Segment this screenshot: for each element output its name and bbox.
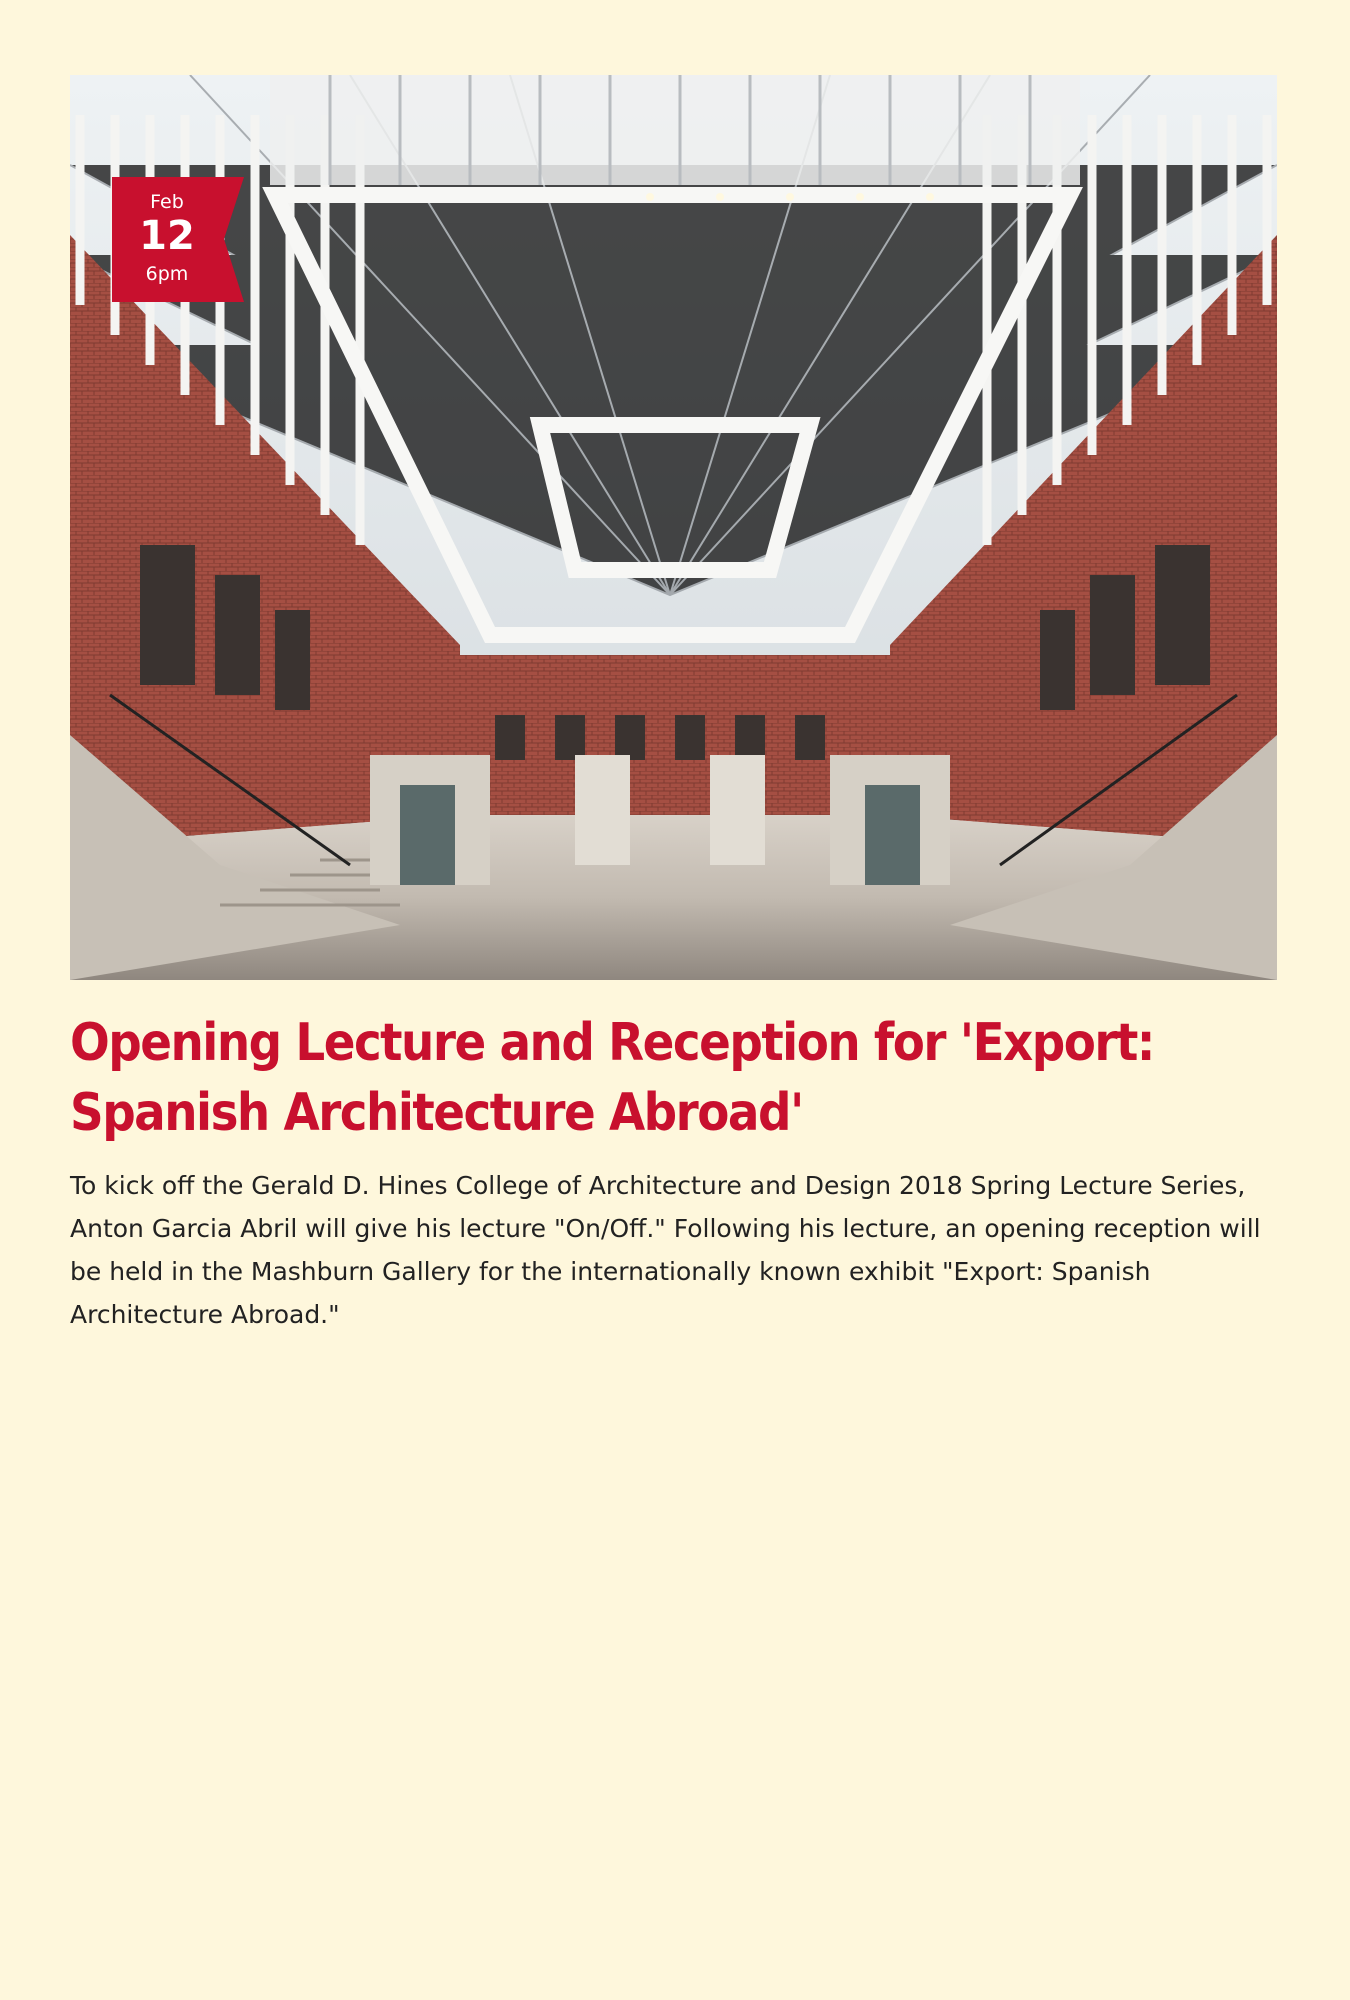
date-day: 12 bbox=[139, 213, 195, 259]
date-time: 6pm bbox=[145, 263, 189, 285]
event-card bbox=[70, 75, 1277, 980]
event-description: To kick off the Gerald D. Hines College of Architecture and Design 2018 Spring Lecture Series, Anton Garcia Abril will give his lecture "On/Off." Following his lecture, an opening reception will be held in the Mashburn Gallery for the internationally known exhibit "Export: Spanish Architecture Abroad." bbox=[70, 1171, 1261, 1329]
event-image[interactable] bbox=[70, 75, 1277, 980]
date-month: Feb bbox=[150, 191, 184, 213]
event-title[interactable]: Opening Lecture and Reception for 'Export: Spanish Architecture Abroad' bbox=[70, 1013, 1155, 1143]
date-badge bbox=[112, 177, 244, 302]
